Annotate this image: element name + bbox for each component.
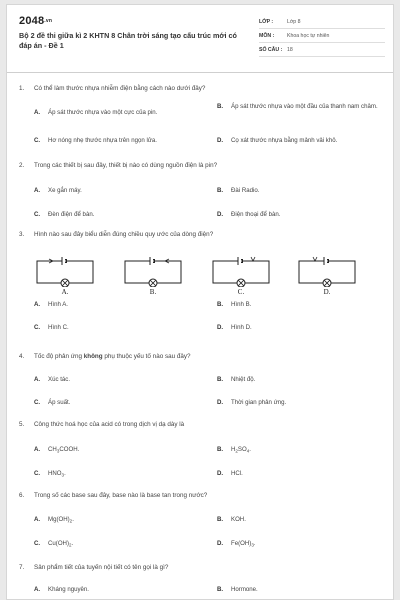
option-letter: A.: [34, 446, 41, 453]
question-number: 1.: [19, 85, 25, 92]
option-d[interactable]: [217, 137, 385, 146]
meta-row-class: [259, 15, 385, 29]
option-d[interactable]: [217, 211, 385, 220]
option-text: Cọ xát thước nhựa bằng mảnh vải khô.: [231, 137, 338, 144]
option-text: [231, 540, 385, 550]
option-text: [48, 516, 204, 526]
option-letter: C.: [34, 137, 41, 144]
formula-subscript: 3: [56, 448, 60, 454]
option-c[interactable]: [34, 211, 204, 220]
formula-part: .: [64, 470, 66, 477]
option-text: Nhiệt độ.: [231, 376, 256, 383]
formula-part: SO: [237, 446, 247, 453]
option-letter: C.: [34, 470, 41, 477]
question-number: 4.: [19, 353, 25, 360]
option-text: Hormone.: [231, 586, 258, 593]
question-5: [19, 421, 385, 478]
option-b[interactable]: [217, 446, 385, 456]
option-a[interactable]: [34, 586, 204, 595]
formula-subscript: 3: [61, 472, 65, 478]
option-letter: C.: [34, 399, 41, 406]
question-text: [34, 353, 385, 360]
option-letter: A.: [34, 376, 41, 383]
option-text: Đèn điện để bàn.: [48, 211, 95, 218]
option-c[interactable]: [34, 399, 204, 408]
option-letter: A.: [34, 109, 41, 116]
circuit-c-diagram: [211, 255, 271, 287]
option-letter: D.: [217, 211, 224, 218]
question-text: Có thể làm thước nhựa nhiễm điện bằng cách nào dưới đây?: [34, 85, 206, 92]
meta-key: MÔN :: [259, 32, 275, 39]
meta-key: LỚP :: [259, 18, 274, 25]
question-3: [19, 231, 385, 238]
document-title: Bộ 2 đề thi giữa kì 2 KHTN 8 Chân trời sáng tạo cấu trúc mới có đáp án - Đề 1: [19, 31, 237, 50]
option-a[interactable]: [34, 376, 204, 385]
option-text: KOH.: [231, 516, 246, 523]
option-letter: C.: [34, 324, 41, 331]
formula-part: .: [249, 446, 251, 453]
option-b[interactable]: [217, 376, 385, 385]
option-b[interactable]: [217, 586, 385, 595]
option-a[interactable]: [34, 301, 204, 310]
question-number: 3.: [19, 231, 25, 238]
question-6: [19, 492, 385, 548]
option-text: [231, 446, 385, 456]
option-b[interactable]: [217, 103, 385, 112]
option-letter: D.: [217, 137, 224, 144]
option-letter: B.: [217, 586, 224, 593]
option-text: Hình A.: [48, 301, 68, 308]
option-a[interactable]: [34, 187, 204, 196]
option-text: Hình B.: [231, 301, 252, 308]
option-text: Hình D.: [231, 324, 252, 331]
option-text: Hình C.: [48, 324, 69, 331]
question-text: Trong các thiết bị sau đây, thiết bị nào có dùng nguồn điện là pin?: [34, 162, 218, 169]
option-text: Xúc tác.: [48, 376, 71, 383]
figure-label: A.: [61, 288, 69, 296]
option-letter: D.: [217, 399, 224, 406]
option-letter: B.: [217, 446, 224, 453]
meta-key: SỐ CÂU :: [259, 46, 283, 53]
figure-label: D.: [323, 288, 331, 296]
option-letter: A.: [34, 187, 41, 194]
question-text: Công thức hoá học của acid có trong dịch vị dạ dày là: [34, 421, 185, 428]
question-1: [19, 85, 385, 144]
option-letter: B.: [217, 301, 224, 308]
option-text: [48, 470, 204, 480]
document-header: [7, 5, 393, 73]
option-text: Kháng nguyên.: [48, 586, 89, 593]
option-text: Xe gắn máy.: [48, 187, 82, 194]
question-text-part: phụ thuộc yếu tố nào sau đây?: [102, 353, 191, 360]
formula-subscript: 2: [69, 518, 73, 524]
meta-value: Lớp 8: [287, 18, 301, 25]
option-letter: B.: [217, 103, 224, 110]
option-d[interactable]: [217, 540, 385, 550]
option-c[interactable]: [34, 137, 204, 146]
question-text: Trong số các base sau đây, base nào là base tan trong nước?: [34, 492, 208, 499]
circuit-a-diagram: [35, 255, 95, 287]
question-number: 7.: [19, 564, 25, 571]
option-a[interactable]: [34, 446, 204, 456]
option-text: Áp sát thước nhựa vào một đầu của thanh nam châm.: [231, 103, 378, 110]
meta-value: 18: [287, 46, 293, 53]
formula-part: HNO: [48, 470, 62, 477]
circuit-b: [123, 255, 183, 301]
formula-subscript: 4: [246, 448, 250, 454]
option-a[interactable]: [34, 109, 204, 118]
option-c[interactable]: [34, 540, 204, 550]
option-text: Thời gian phản ứng.: [231, 399, 287, 406]
option-letter: B.: [217, 516, 224, 523]
question-number: 5.: [19, 421, 25, 428]
option-text: [48, 446, 204, 456]
option-text: Hơ nóng nhẹ thước nhựa trên ngọn lửa.: [48, 137, 157, 144]
meta-row-count: [259, 43, 385, 57]
option-letter: C.: [34, 540, 41, 547]
option-d[interactable]: [217, 324, 385, 333]
option-text: [48, 540, 204, 550]
option-letter: A.: [34, 586, 41, 593]
option-text: Áp sát thước nhựa vào một cực của pin.: [48, 109, 158, 116]
circuit-figures: [35, 255, 375, 301]
question-text-part: Tốc độ phản ứng: [34, 353, 84, 360]
option-letter: B.: [217, 187, 224, 194]
option-letter: A.: [34, 301, 41, 308]
question-7: [19, 564, 385, 593]
formula-part: Cu(OH): [48, 540, 69, 547]
circuit-d-diagram: [297, 255, 357, 287]
option-c[interactable]: [34, 324, 204, 333]
option-letter: C.: [34, 211, 41, 218]
worksheet-page: [6, 4, 394, 600]
circuit-d: [297, 255, 357, 301]
formula-part: COOH.: [59, 446, 80, 453]
question-text: Sản phẩm tiết của tuyến nội tiết có tên gọi là gì?: [34, 564, 169, 571]
option-d[interactable]: [217, 399, 385, 408]
meta-table: [259, 15, 385, 57]
circuit-c: [211, 255, 271, 301]
figure-label: B.: [149, 288, 157, 296]
option-letter: D.: [217, 470, 224, 477]
option-c[interactable]: [34, 470, 204, 480]
question-4: [19, 353, 385, 406]
circuit-a: [35, 255, 95, 301]
option-d[interactable]: [217, 470, 385, 479]
option-b[interactable]: [217, 301, 385, 310]
question-number: 6.: [19, 492, 25, 499]
formula-part: H: [231, 446, 236, 453]
question-text: Hình nào sau đây biểu diễn đúng chiều quy ước của dòng điện?: [34, 231, 214, 238]
option-b[interactable]: [217, 187, 385, 196]
formula-part: .: [72, 516, 74, 523]
formula-part: Fe(OH): [231, 540, 252, 547]
formula-subscript: 3: [251, 542, 254, 548]
option-letter: A.: [34, 516, 41, 523]
question-2: [19, 162, 385, 218]
option-text: Áp suất.: [48, 399, 71, 406]
logo-domain: .vn: [44, 18, 53, 25]
figure-label: C.: [237, 288, 245, 296]
option-text: Điện thoại để bàn.: [231, 211, 281, 218]
option-b[interactable]: [217, 516, 385, 525]
formula-part: CH: [48, 446, 57, 453]
formula-subscript: 2: [235, 448, 238, 454]
option-letter: D.: [217, 324, 224, 331]
question-text-emphasis: không: [83, 353, 103, 360]
meta-row-subject: [259, 29, 385, 43]
formula-part: .: [71, 540, 74, 547]
meta-value: Khoa học tự nhiên: [287, 32, 330, 39]
formula-subscript: 2: [69, 542, 72, 548]
question-number: 2.: [19, 162, 25, 169]
option-letter: B.: [217, 376, 224, 383]
option-letter: D.: [217, 540, 224, 547]
site-logo[interactable]: [19, 15, 52, 27]
option-text: HCl.: [231, 470, 243, 477]
option-a[interactable]: [34, 516, 204, 526]
option-text: Đài Radio.: [231, 187, 260, 194]
formula-part: .: [253, 540, 256, 547]
formula-part: Mg(OH): [48, 516, 70, 523]
logo-text: 2048: [19, 15, 45, 27]
circuit-b-diagram: [123, 255, 183, 287]
